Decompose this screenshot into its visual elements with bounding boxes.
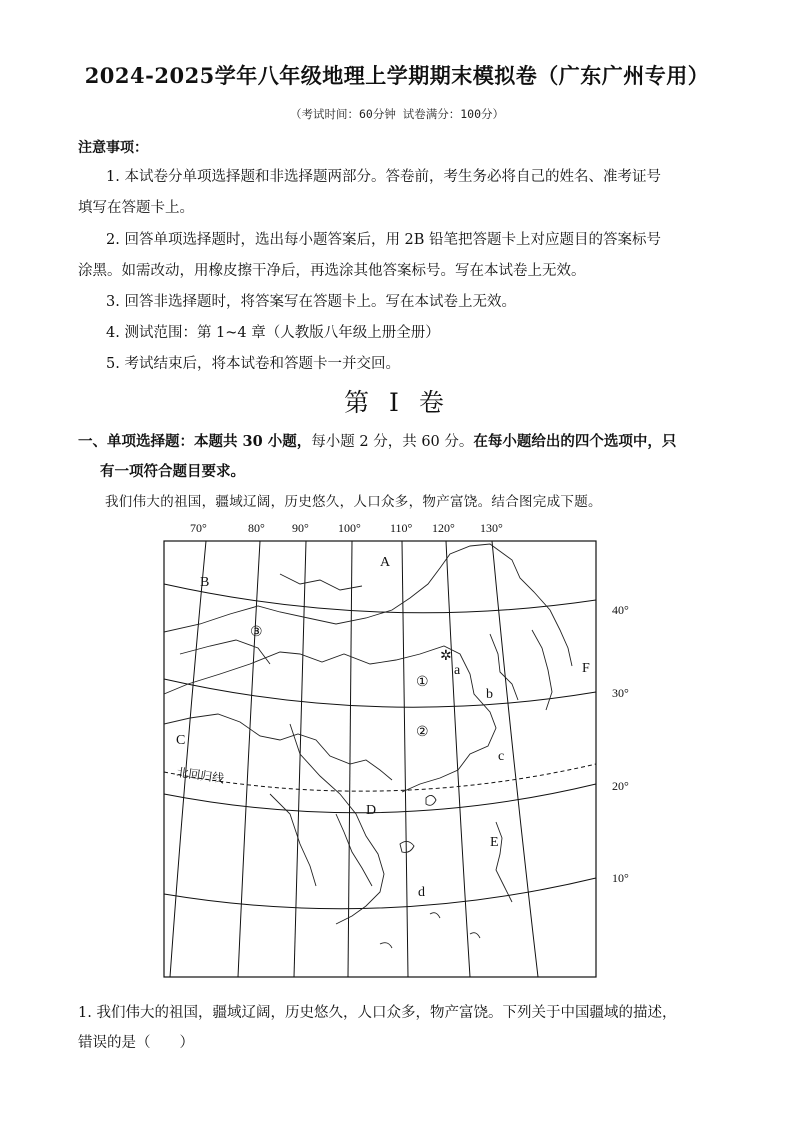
tropic-label: 北回归线: [175, 765, 226, 786]
volume-title: 第 I 卷: [344, 388, 450, 417]
map-label-B: B: [200, 575, 210, 590]
section-line1-norm: 每小题 2 分，共 60 分。: [311, 434, 474, 450]
longitude-label: 90°: [292, 521, 309, 535]
china-region-map: [140, 514, 629, 984]
question-1: [78, 998, 728, 1058]
question-1-line2: 错误的是（ ）: [78, 1035, 194, 1051]
notice-item: 1. 本试卷分单项选择题和非选择题两部分。答卷前，考生务必将自己的姓名、准考证号: [106, 169, 661, 185]
latitude-label: 40°: [612, 603, 629, 617]
capital-star-icon: ✲: [440, 648, 452, 664]
notice-item: 2. 回答单项选择题时，选出每小题答案后，用 2B 铅笔把答题卡上对应题目的答案标号: [106, 232, 662, 248]
section-line1-bold2: 在每小题给出的四个选项中，只: [473, 433, 677, 450]
map-label-E: E: [490, 835, 499, 850]
map-label-A: A: [380, 555, 391, 570]
section-line2: 有一项符合题目要求。: [100, 463, 245, 480]
question-1-line1: 1. 我们伟大的祖国，疆域辽阔，历史悠久，人口众多，物产富饶。下列关于中国疆域的描述，: [78, 1005, 677, 1021]
map-label-2: ②: [416, 725, 429, 740]
exam-subtitle: （考试时间：60分钟 试卷满分：100分）: [289, 107, 505, 121]
notice-item: 3. 回答非选择题时，将答案写在答题卡上。写在本试卷上无效。: [106, 294, 516, 310]
map-label-c: c: [498, 749, 505, 764]
longitude-label: 70°: [190, 521, 207, 535]
latitude-label: 20°: [612, 779, 629, 793]
map-label-b: b: [486, 687, 493, 702]
longitude-label: 120°: [432, 521, 455, 535]
map-label-F: F: [582, 661, 590, 676]
map-label-C: C: [176, 733, 186, 748]
map-frame: [164, 541, 596, 977]
question-intro: 我们伟大的祖国，疆域辽阔，历史悠久，人口众多，物产富饶。结合图完成下题。: [105, 494, 602, 510]
map-label-D: D: [366, 803, 377, 818]
section-line1-bold: 一、单项选择题：本题共 30 小题，: [78, 433, 312, 450]
map-label-3: ③: [250, 625, 263, 640]
longitude-label: 110°: [390, 521, 413, 535]
notice-item: 涂黑。如需改动，用橡皮擦干净后，再选涂其他答案标号。写在本试卷上无效。: [78, 263, 586, 279]
exam-title: 2024-2025学年八年级地理上学期期末模拟卷（广东广州专用）: [84, 63, 710, 88]
longitude-label: 130°: [480, 521, 503, 535]
longitude-label: 80°: [248, 521, 265, 535]
notice-item: 5. 考试结束后，将本试卷和答题卡一并交回。: [106, 356, 400, 372]
latitude-label: 10°: [612, 871, 629, 885]
section-heading: [78, 427, 728, 487]
notice-item: 填写在答题卡上。: [78, 200, 194, 216]
notice-heading: 注意事项：: [78, 140, 148, 156]
map-label-d: d: [418, 885, 425, 900]
notice-item: 4. 测试范围：第 1~4 章（人教版八年级上册全册）: [106, 325, 440, 341]
map-label-1: ①: [416, 675, 429, 690]
latitude-label: 30°: [612, 686, 629, 700]
map-label-a: a: [454, 663, 461, 678]
longitude-label: 100°: [338, 521, 361, 535]
